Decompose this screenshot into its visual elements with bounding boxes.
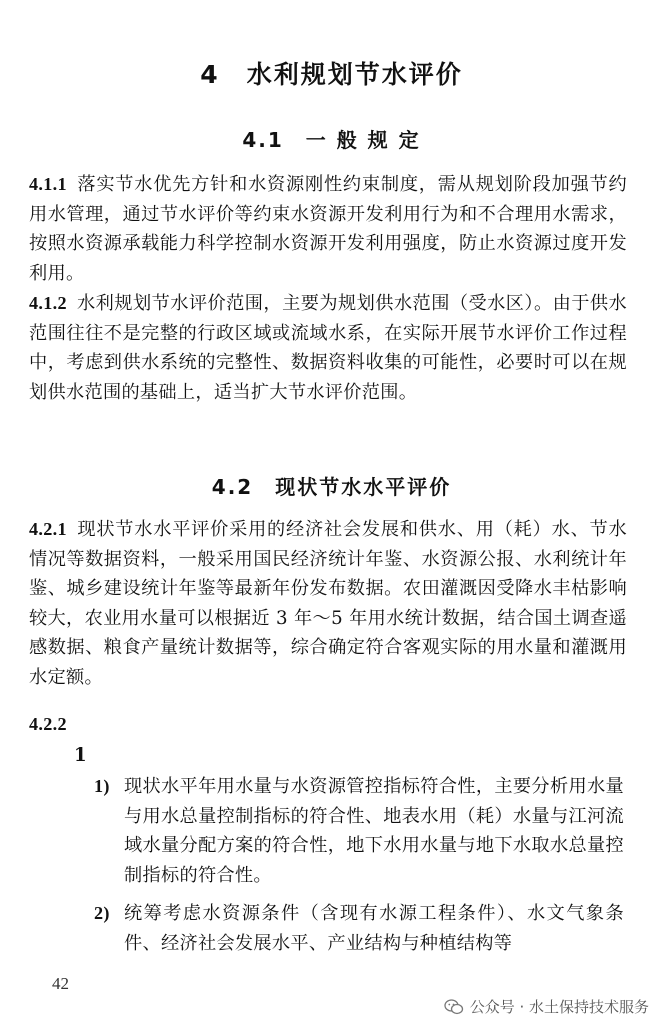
clause-4-2-1 bbox=[29, 515, 627, 693]
section-title-4-2: 4.2 现状节水水平评价 bbox=[211, 475, 452, 499]
clause-number: 4.2.1 bbox=[29, 519, 67, 539]
clause-4-1-1 bbox=[29, 170, 627, 288]
list-item-2 bbox=[94, 899, 624, 958]
clause-number: 4.1.2 bbox=[29, 293, 67, 313]
clause-number: 4.1.1 bbox=[29, 174, 67, 194]
watermark bbox=[444, 996, 649, 1017]
clause-text: 落实节水优先方针和水资源刚性约束制度，需从规划阶段加强节约用水管理，通过节水评价等约束水资源开发利用行为和不合理用水需求，按照水资源承载能力科学控制水资源开发利用强度，防止水资源过度开发利用。 bbox=[29, 174, 627, 284]
list-item-text: 统筹考虑水资源条件（含现有水源工程条件）、水文气象条件、经济社会发展水平、产业结构与种植结构等 bbox=[124, 903, 624, 954]
section-title-4-1: 4.1 一 般 规 定 bbox=[242, 128, 421, 152]
list-item-1 bbox=[94, 772, 624, 890]
list-marker: 1) bbox=[94, 776, 110, 796]
page-number: 42 bbox=[52, 974, 69, 993]
sub-clause-number: 1 bbox=[74, 745, 87, 766]
clause-4-1-2 bbox=[29, 289, 627, 407]
clause-text: 现状节水水平评价采用的经济社会发展和供水、用（耗）水、节水情况等数据资料，一般采用国民经济统计年鉴、水资源公报、水利统计年鉴、城乡建设统计年鉴等最新年份发布数据。农田灌溉因受降水丰枯影响较大，农业用水量可以根据近 3 年～5 年用水统计数据，结合国土调查遥感数据、粮食产量统计数据等，综合确定符合客观实际的用水量和灌溉用水定额。 bbox=[29, 519, 627, 688]
chapter-title: 4 水利规划节水评价 bbox=[200, 60, 463, 89]
list-item-text: 现状水平年用水量与水资源管控指标符合性，主要分析用水量与用水总量控制指标的符合性、地表水用（耗）水量与江河流域水量分配方案的符合性，地下水用水量与地下水取水总量控制指标的符合性。 bbox=[124, 776, 624, 886]
watermark-text: 公众号 · 水土保持技术服务 bbox=[469, 998, 649, 1016]
wechat-icon bbox=[444, 999, 464, 1015]
clause-text: 水利规划节水评价范围，主要为规划供水范围（受水区）。由于供水范围往往不是完整的行政区域或流域水系，在实际开展节水评价工作过程中，考虑到供水系统的完整性、数据资料收集的可能性，必要时可以在规划供水范围的基础上，适当扩大节水评价范围。 bbox=[29, 293, 627, 403]
list-marker: 2) bbox=[94, 903, 110, 923]
clause-number: 4.2.2 bbox=[29, 714, 67, 734]
clause-4-2-2 bbox=[29, 710, 627, 740]
